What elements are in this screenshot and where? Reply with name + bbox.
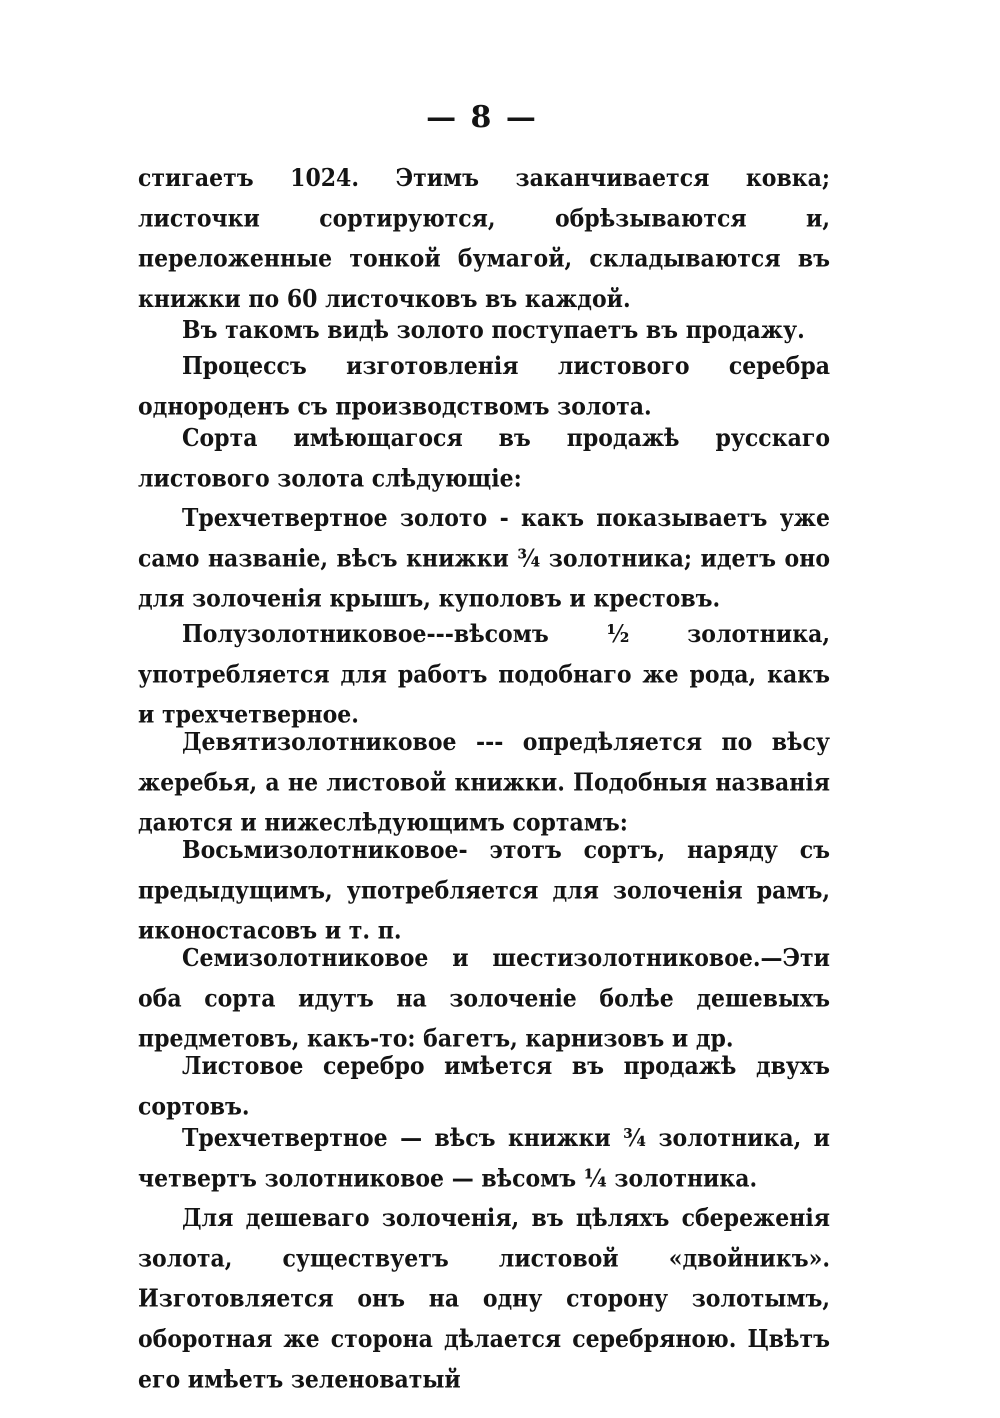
page-number: — 8 — [426,100,538,135]
paragraph-seven-six-zolotnik: Семизолотниковое и шестизолотниковое.—Эти оба сорта идутъ на золоченіе болѣе дешевыхъ предметовъ, какъ-то: багетъ, карнизовъ и др. [138,943,830,1054]
paragraph-sale: Въ такомъ видѣ золото поступаетъ въ продажу. [182,315,805,345]
paragraph-dvoynik: Для дешеваго золоченія, въ цѣляхъ сбереженія золота, существуетъ листовой «двойникъ». Изготовляется онъ на одну сторону золотымъ, оборотная же сторона дѣлается серебряною. Цвѣтъ его имѣетъ зеленоватый [138,1203,830,1394]
page-text [138,158,830,1394]
paragraph-continuation: стигаетъ 1024. Этимъ заканчивается ковка; листочки сортируются, обрѣзываются и, переложенные тонкой бумагой, складываются въ книжки по 60 листочковъ въ каждой. [138,163,830,314]
paragraph-nine-zolotnik: Девятизолотниковое --- опредѣляется по вѣсу жеребья, а не листовой книжки. Подобныя названія даются и нижеслѣдующимъ сортамъ: [138,727,830,838]
paragraph-three-quarter: Трехчетвертное золото - какъ показываетъ уже само названіе, вѣсъ книжки ¾ золотника; идетъ оно для золоченія крышъ, куполовъ и крестовъ. [138,503,830,614]
paragraph-half-zolotnik: Полузолотниковое---вѣсомъ ½ золотника, употребляется для работъ подобнаго же рода, какъ и трехчетверное. [138,619,830,730]
paragraph-silver-process: Процессъ изготовленія листового серебра однороденъ съ производствомъ золота. [138,351,830,422]
paragraph-silver-sorts: Листовое серебро имѣется въ продажѣ двухъ сортовъ. [138,1051,830,1122]
paragraph-silver-weights: Трехчетвертное — вѣсъ книжки ¾ золотника, и четвертъ золотниковое — вѣсомъ ¼ золотника. [138,1123,830,1194]
paragraph-gold-sorts-intro: Сорта имѣющагося въ продажѣ русскаго листового золота слѣдующіе: [138,423,830,494]
paragraph-eight-zolotnik: Восьмизолотниковое- этотъ сортъ, наряду съ предыдущимъ, употребляется для золоченія рамъ, иконостасовъ и т. п. [138,835,830,946]
